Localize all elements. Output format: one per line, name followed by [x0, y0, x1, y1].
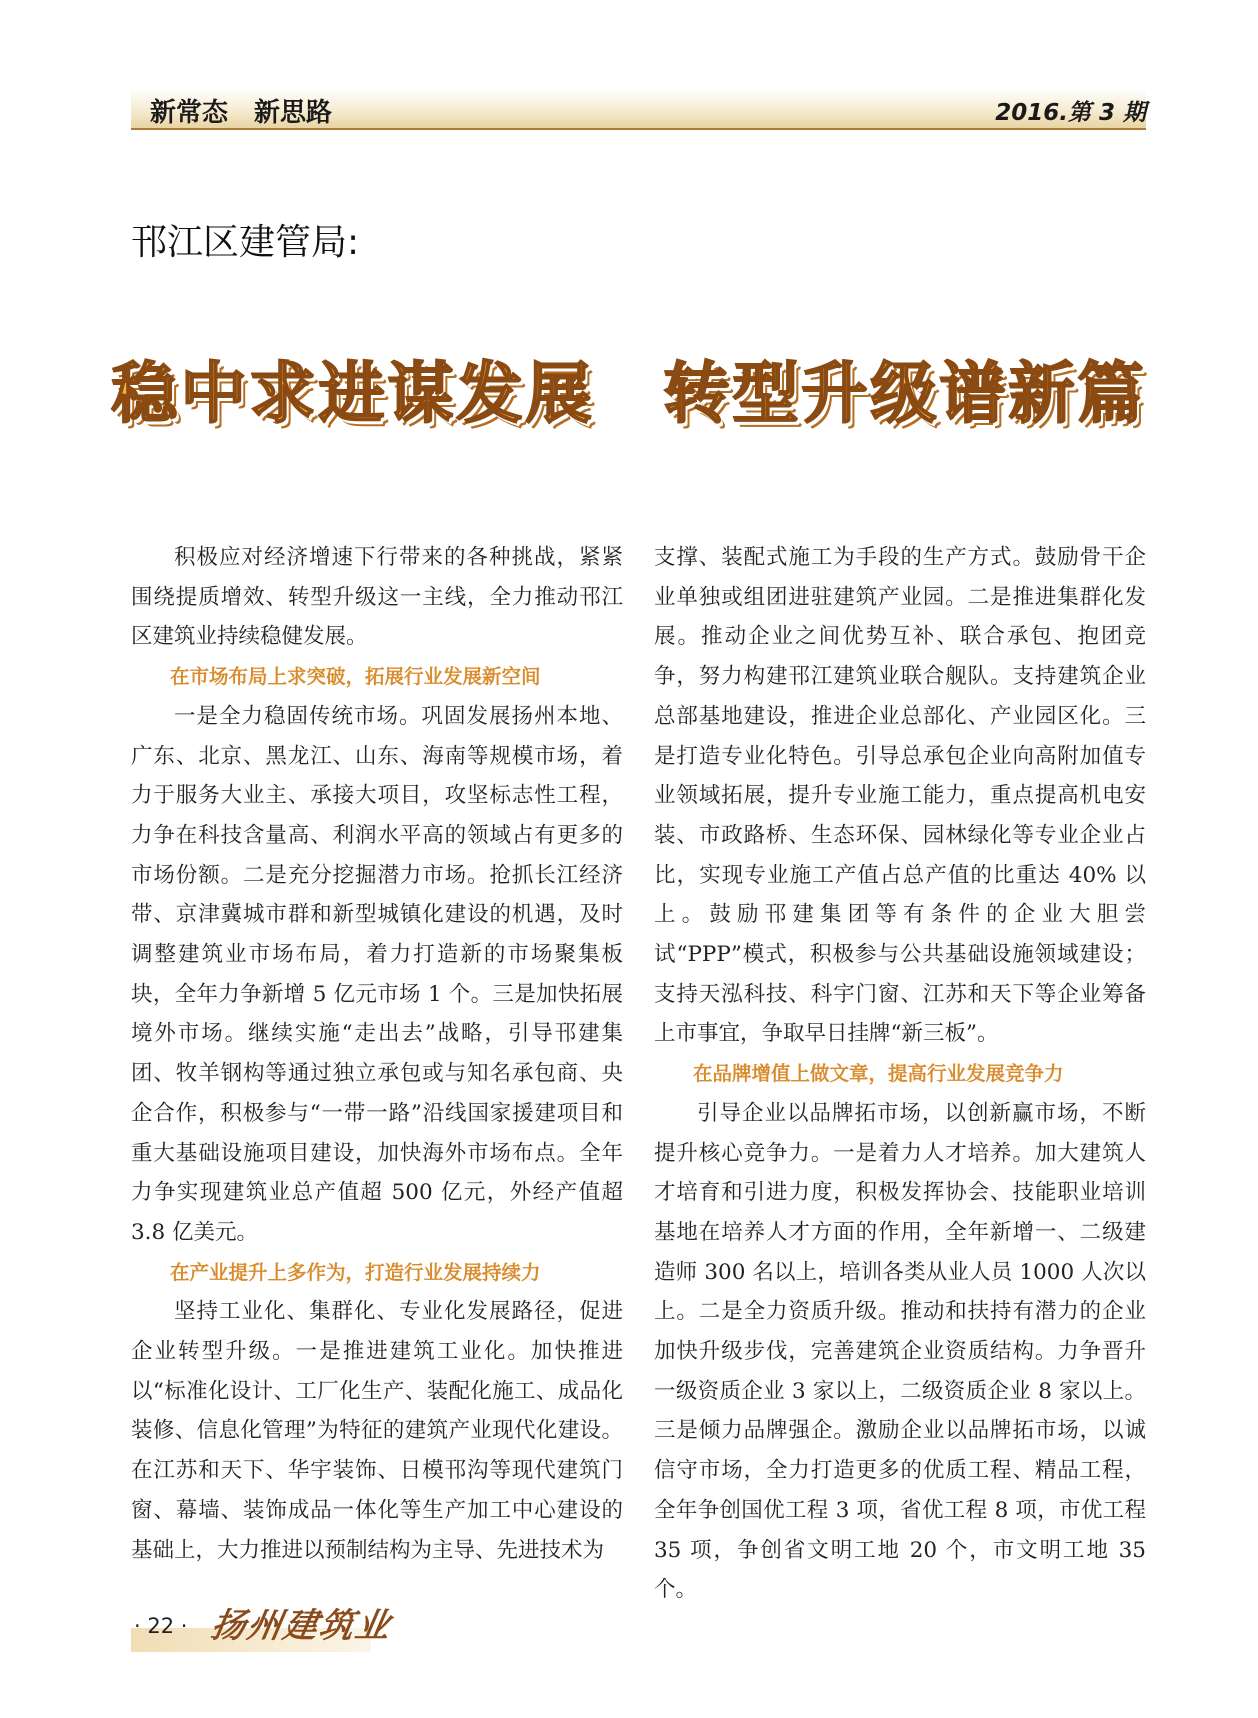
- running-title: 新常态 新思路: [150, 98, 333, 128]
- intro-paragraph: 积极应对经济增速下行带来的各种挑战，紧紧围绕提质增效、转型升级这一主线，全力推动邗江区建筑业持续稳健发展。: [131, 545, 623, 650]
- magazine-logo: 扬州建筑业: [207, 1606, 395, 1646]
- column-left: [131, 538, 623, 1588]
- section-body-industry: 坚持工业化、集群化、专业化发展路径，促进企业转型升级。一是推进建筑工业化。加快推进以“标准化设计、工厂化生产、装配化施工、成品化装修、信息化管理”为特征的建筑产业现代化建设。在江苏和天下、华宇装饰、日模邗沟等现代建筑门窗、幕墙、装饰成品一体化等生产加工中心建设的基础上，大力推进以预制结构为主导、先进技术为: [131, 1299, 623, 1563]
- issue-label: 2016.第 3 期: [995, 100, 1146, 126]
- section-heading-market: 在市场布局上求突破，拓展行业发展新空间: [170, 665, 541, 689]
- column-right: [654, 538, 1146, 1603]
- section-body-industry-continued: 支撑、装配式施工为手段的生产方式。鼓励骨干企业单独或组团进驻建筑产业园。二是推进集群化发展。推动企业之间优势互补、联合承包、抱团竞争，努力构建邗江建筑业联合舰队。支持建筑企业总部基地建设，推进企业总部化、产业园区化。三是打造专业化特色。引导总承包企业向高附加值专业领域拓展，提升专业施工能力，重点提高机电安装、市政路桥、生态环保、园林绿化等专业企业占比，实现专业施工产值占总产值的比重达 40% 以上。鼓励邗建集团等有条件的企业大胆尝试“PPP”模式，积极参与公共基础设施领域建设；支持天泓科技、科宇门窗、江苏和天下等企业筹备上市事宜，争取早日挂牌“新三板”。: [654, 545, 1146, 1047]
- section-heading-industry: 在产业提升上多作为，打造行业发展持续力: [170, 1260, 541, 1284]
- section-heading-brand: 在品牌增值上做文章，提高行业发展竞争力: [693, 1062, 1064, 1086]
- article-kicker: 邗江区建管局:: [131, 222, 360, 263]
- section-body-brand: 引导企业以品牌拓市场，以创新赢市场，不断提升核心竞争力。一是着力人才培养。加大建筑人才培育和引进力度，积极发挥协会、技能职业培训基地在培养人才方面的作用，全年新增一、二级建造师 300 名以上，培训各类从业人员 1000 人次以上。二是全力资质升级。推动和扶持有潜力的企业加快升级步伐，完善建筑企业资质结构。力争晋升一级资质企业 3 家以上，二级资质企业 8 家以上。三是倾力品牌强企。激励企业以品牌拓市场，以诚信守市场，全力打造更多的优质工程、精品工程，全年争创国优工程 3 项，省优工程 8 项，市优工程 35 项，争创省文明工地 20 个，市文明工地 35 个。: [654, 1100, 1146, 1603]
- page-number: · 22 ·: [134, 1614, 188, 1638]
- article-headline: 稳中求进谋发展 转型升级谱新篇: [111, 355, 1147, 432]
- section-body-market: 一是全力稳固传统市场。巩固发展扬州本地、广东、北京、黑龙江、山东、海南等规模市场，着力于服务大业主、承接大项目，攻坚标志性工程，力争在科技含量高、利润水平高的领域占有更多的市场份额。二是充分挖掘潜力市场。抢抓长江经济带、京津冀城市群和新型城镇化建设的机遇，及时调整建筑业市场布局，着力打造新的市场聚集板块，全年力争新增 5 亿元市场 1 个。三是加快拓展境外市场。继续实施“走出去”战略，引导邗建集团、牧羊钢构等通过独立承包或与知名承包商、央企合作，积极参与“一带一路”沿线国家援建项目和重大基础设施项目建设，加快海外市场布点。全年力争实现建筑业总产值超 500 亿元，外经产值超 3.8 亿美元。: [131, 703, 623, 1245]
